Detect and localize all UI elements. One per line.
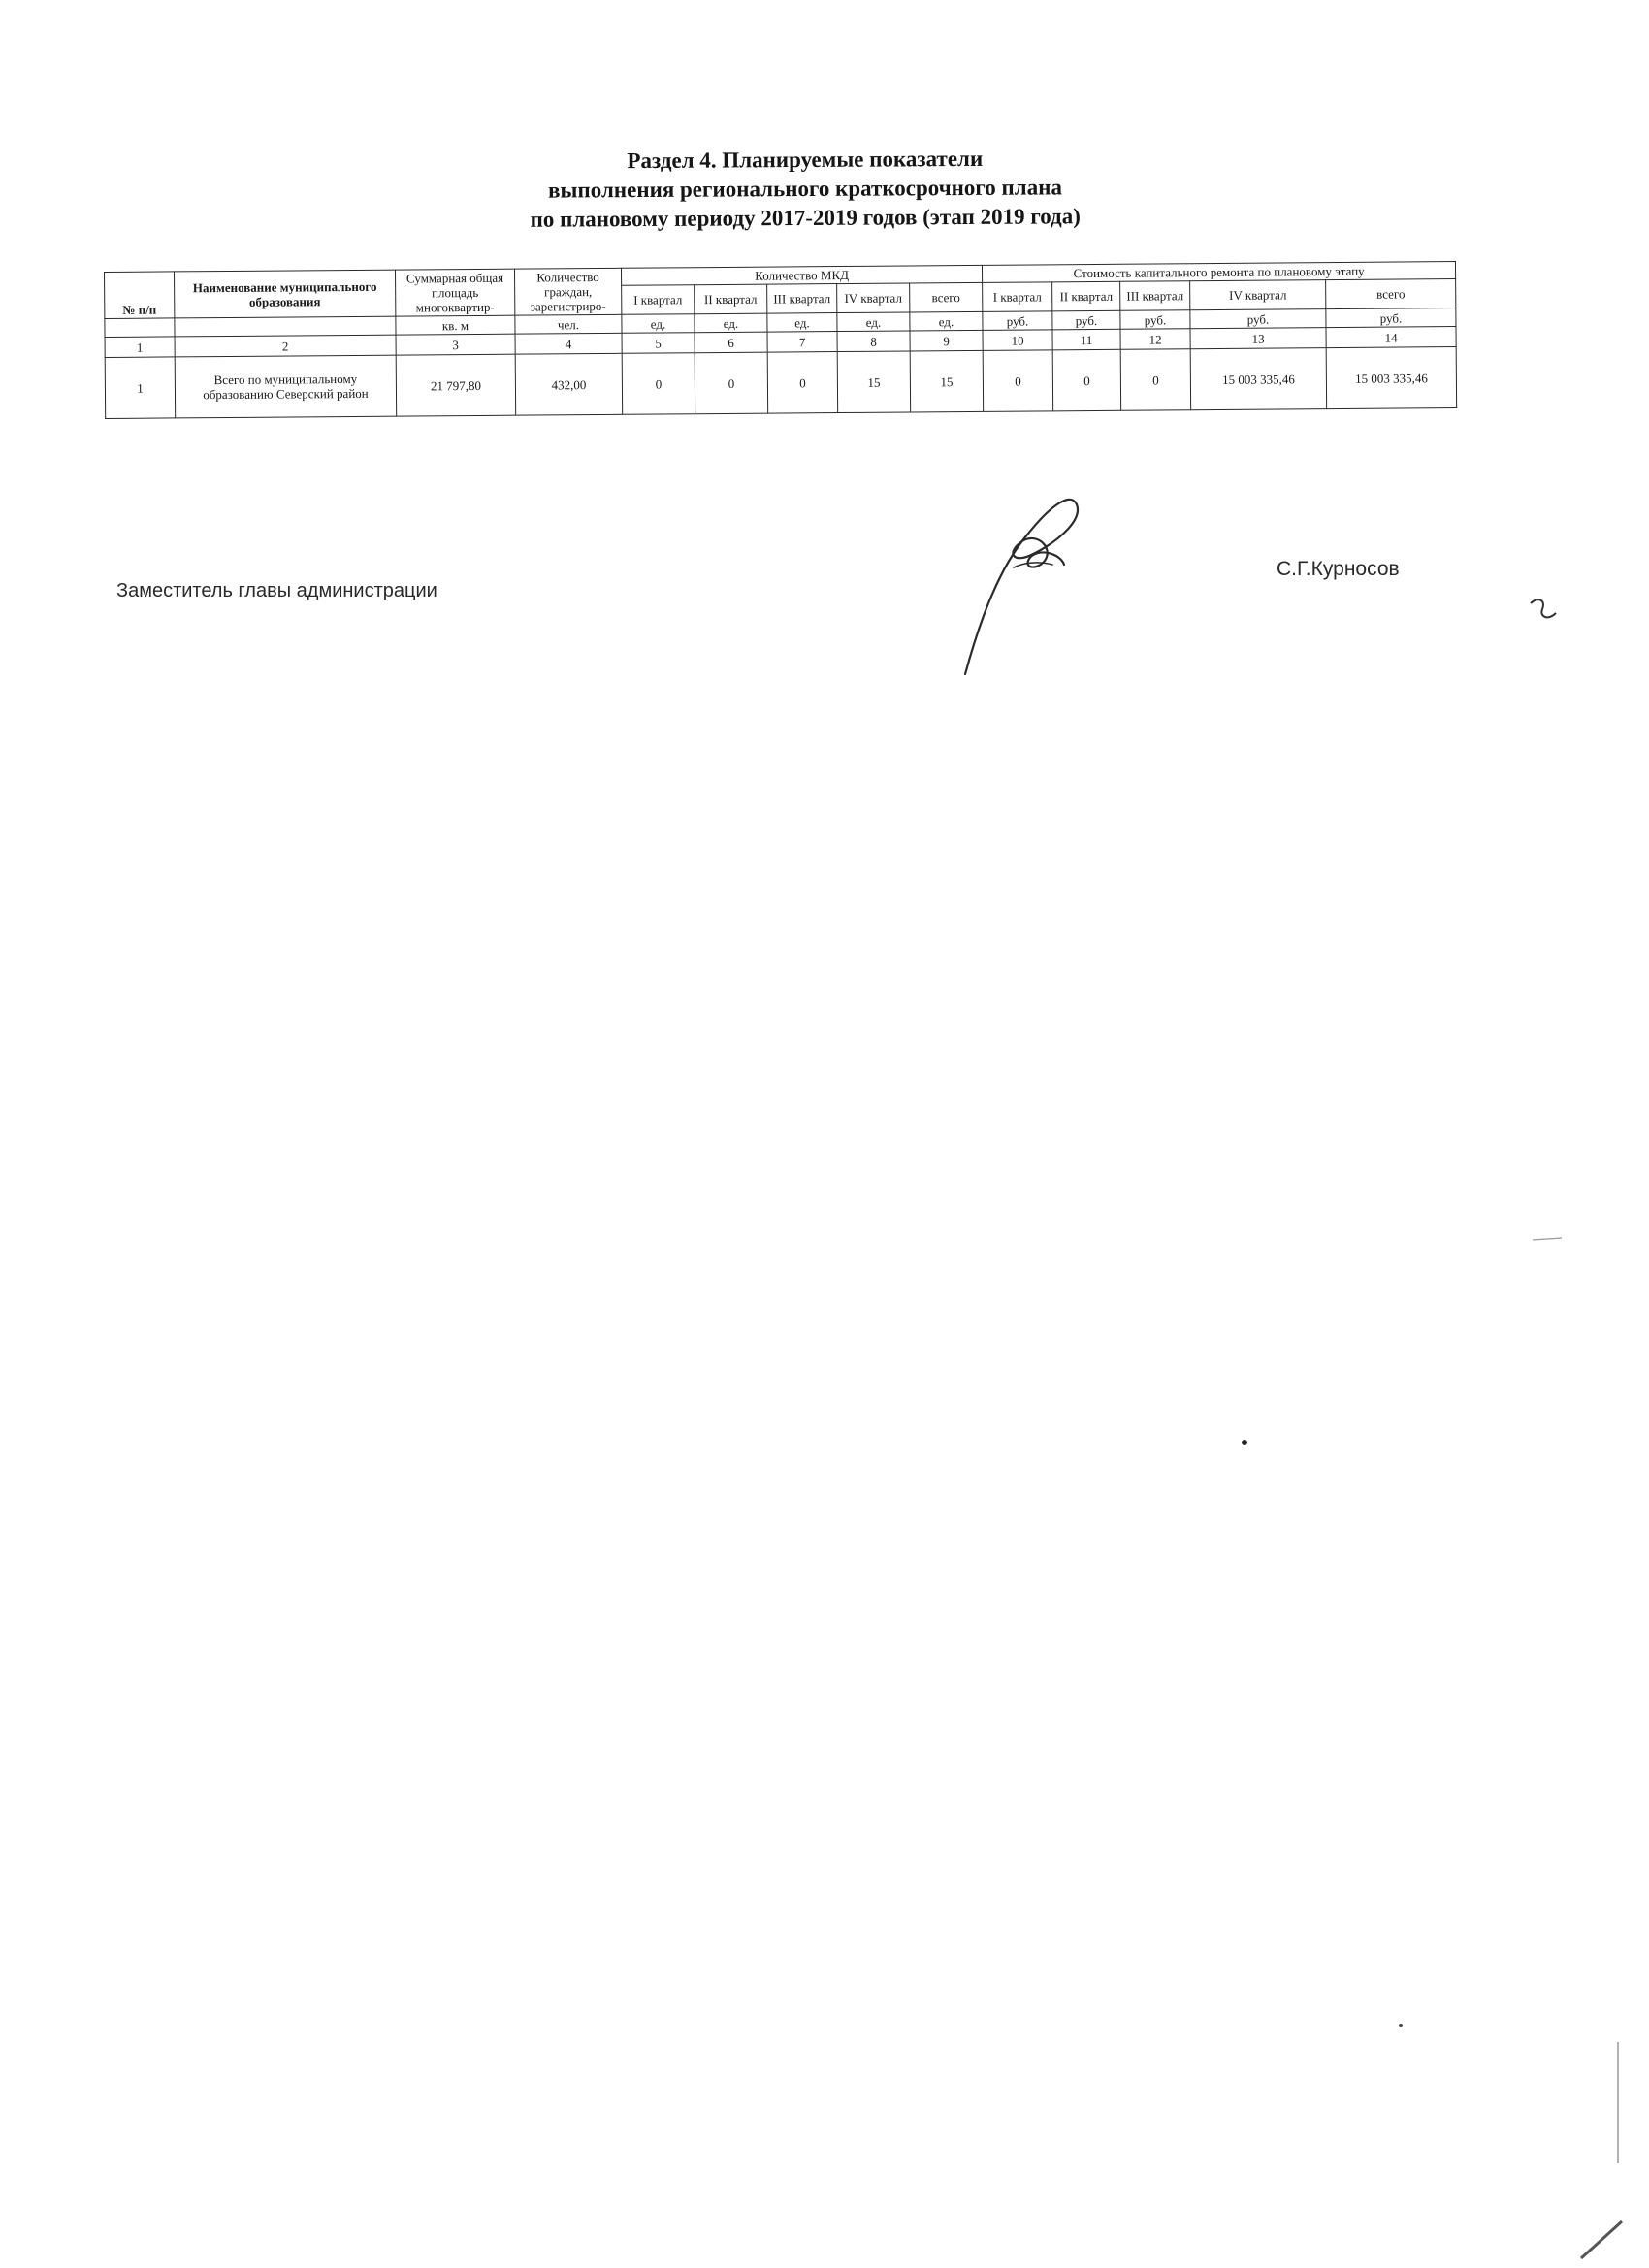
unit-people: чел. — [515, 314, 622, 334]
header-cost-q4: IV квартал — [1190, 280, 1326, 310]
row-mkd-total: 15 — [910, 350, 984, 412]
unit-rub: руб. — [983, 311, 1052, 331]
title-line-3: по плановому периоду 2017-2019 годов (этап 2019 года) — [530, 204, 1081, 232]
unit-ed: ед. — [910, 311, 983, 331]
unit-area: кв. м — [396, 315, 515, 335]
header-mkd-total: всего — [910, 282, 983, 312]
unit-rub: руб. — [1120, 310, 1190, 330]
header-mkd-count: Количество МКД — [621, 265, 982, 285]
col-number: 3 — [396, 334, 515, 355]
col-number: 9 — [910, 330, 983, 351]
col-number: 13 — [1190, 328, 1326, 349]
unit-rub: руб. — [1190, 309, 1326, 329]
unit-ed: ед. — [622, 314, 695, 334]
unit-ed: ед. — [767, 313, 837, 333]
title-line-1: Раздел 4. Планируемые показатели — [627, 146, 984, 174]
header-cost-q3: III квартал — [1120, 281, 1190, 311]
row-mkd-q4: 15 — [837, 351, 910, 413]
row-num: 1 — [105, 357, 175, 419]
header-cost-total: всего — [1326, 279, 1456, 309]
col-number: 12 — [1120, 329, 1190, 350]
col-number: 5 — [622, 333, 695, 354]
unit-ed: ед. — [695, 313, 767, 333]
col-number: 10 — [983, 330, 1052, 351]
header-municipality: Наименование муниципального образования — [175, 270, 396, 318]
header-repair-cost: Стоимость капитального ремонта по плановому этапу — [983, 262, 1456, 283]
col-number: 11 — [1052, 329, 1120, 350]
row-mkd-q3: 0 — [767, 352, 837, 414]
header-mkd-q2: II квартал — [695, 284, 767, 314]
row-cost-total: 15 003 335,46 — [1326, 347, 1457, 409]
unit-rub: руб. — [1052, 310, 1120, 330]
header-cost-q1: I квартал — [983, 282, 1052, 312]
signatory-name: С.Г.Курносов — [1277, 558, 1400, 580]
row-cost-q1: 0 — [983, 350, 1052, 412]
col-number: 4 — [515, 333, 622, 354]
col-number: 2 — [175, 335, 396, 357]
header-area: Суммарная общая площадь многоквартир- — [395, 269, 514, 316]
signatory-position: Заместитель главы администрации — [116, 580, 437, 601]
row-citizens: 432,00 — [515, 353, 622, 415]
header-citizens: Количество граждан, зарегистриро- — [514, 268, 621, 315]
col-number: 14 — [1326, 327, 1456, 348]
col-number: 1 — [105, 337, 175, 358]
row-mkd-q2: 0 — [695, 352, 767, 414]
header-mkd-q1: I квартал — [622, 285, 695, 315]
header-mkd-q3: III квартал — [767, 284, 837, 314]
header-mkd-q4: IV квартал — [837, 283, 910, 313]
col-number: 8 — [837, 331, 910, 352]
header-num: № п/п — [105, 272, 175, 319]
row-cost-q2: 0 — [1052, 349, 1120, 411]
row-municipality: Всего по муниципальному образованию Северский район — [175, 355, 396, 418]
unit-rub: руб. — [1326, 308, 1456, 328]
col-number: 6 — [695, 332, 767, 353]
title-line-2: выполнения регионального краткосрочного плана — [548, 175, 1062, 203]
header-cost-q2: II квартал — [1052, 281, 1120, 311]
unit-ed: ед. — [837, 312, 910, 332]
row-cost-q4: 15 003 335,46 — [1190, 348, 1326, 410]
row-cost-q3: 0 — [1120, 349, 1190, 411]
col-number: 7 — [767, 332, 837, 353]
row-mkd-q1: 0 — [622, 353, 695, 415]
row-area: 21 797,80 — [396, 354, 515, 416]
